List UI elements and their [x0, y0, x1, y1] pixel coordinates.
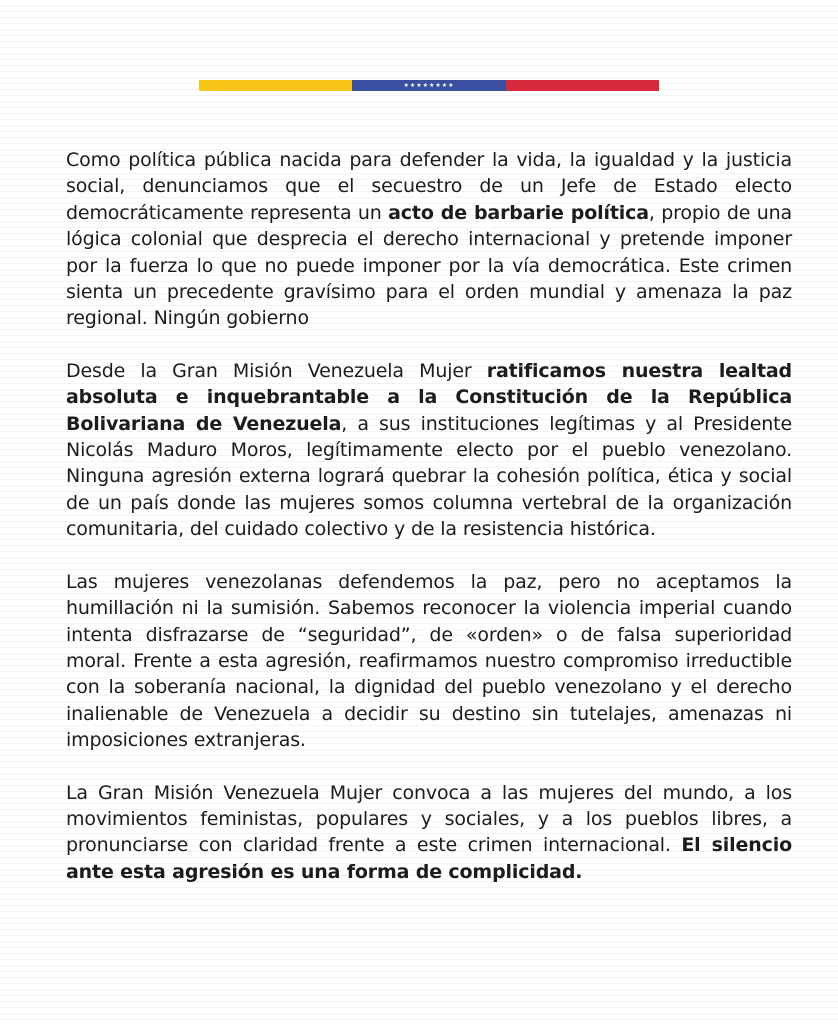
statement-paragraph-1	[66, 147, 792, 332]
bold-text: ratificamos nuestra lealtad absoluta e inquebrantable a la Constitución de la República Bolivariana de Venezuela	[66, 359, 793, 435]
bold-text: acto de barbarie política	[388, 201, 649, 224]
statement-paragraph-3	[66, 569, 792, 754]
paragraph-text: Desde la Gran Misión Venezuela Mujer	[66, 359, 487, 382]
paragraph-text: La Gran Misión Venezuela Mujer convoca a las mujeres del mundo, a los movimientos feministas, populares y sociales, y a los pueblos libres, a pronunciarse con claridad frente a este crimen internacional.	[66, 781, 792, 857]
paragraph-text: Las mujeres venezolanas defendemos la paz, pero no aceptamos la humillación ni la sumisión. Sabemos reconocer la violencia imperial cuando intenta disfrazarse de “seguridad”, de «orden» o de falsa superioridad moral. Frente a esta agresión, reafirmamos nuestro compromiso irreductible con la soberanía nacional, la dignidad del pueblo venezolano y el derecho inalienable de Venezuela a decidir su destino sin tutelajes, amenazas ni imposiciones extranjeras.	[66, 570, 792, 752]
venezuela-flag-bar	[199, 80, 659, 91]
statement-paragraph-4	[66, 780, 792, 886]
flag-blue-band	[352, 80, 505, 91]
paragraph-text: Como política pública nacida para defender la vida, la igualdad y la justicia social, denunciamos que el secuestro de un Jefe de Estado electo democráticamente representa un	[66, 149, 792, 224]
statement-body	[66, 147, 792, 911]
statement-paragraph-2	[66, 358, 792, 543]
flag-yellow-band	[199, 80, 352, 91]
flag-red-band	[506, 80, 659, 91]
bold-text: El silencio ante esta agresión es una forma de complicidad.	[66, 834, 792, 883]
paragraph-text: , a sus instituciones legítimas y al Presidente Nicolás Maduro Moros, legítimamente electo por el pueblo venezolano. Ninguna agresión externa logrará quebrar la cohesión política, ética y social de un país donde las mujeres somos columna vertebral de la organización comunitaria, del cuidado colectivo y de la resistencia histórica.	[66, 412, 792, 541]
flag-stars: ★★★★★★★★	[403, 81, 455, 89]
paragraph-text: , propio de una lógica colonial que desprecia el derecho internacional y pretende imponer por la fuerza lo que no puede imponer por la vía democrática. Este crimen sienta un precedente gravísimo para el orden mundial y amenaza la paz regional. Ningún gobierno	[66, 201, 792, 330]
